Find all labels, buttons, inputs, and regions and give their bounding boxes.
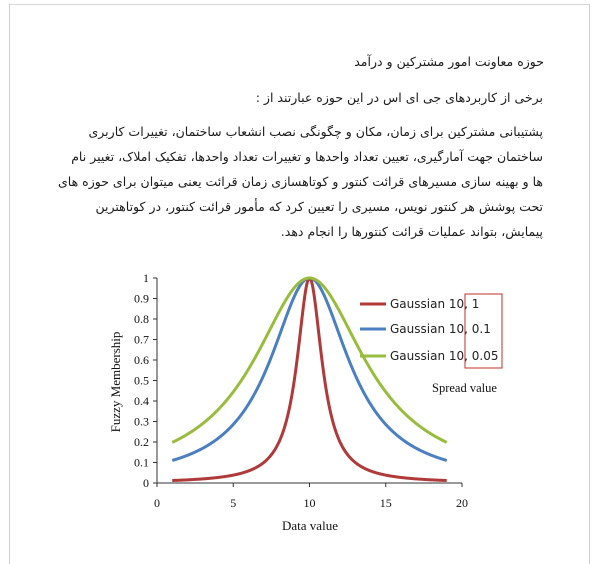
y-tick-label: 0.2 [134,435,149,449]
y-tick-label: 1 [143,271,149,285]
paragraph-line: تحت پوشش هر کنتور نویس، مسیری را تعیین کرد که مأمور قرائت کنتور، در کوتاهترین [95,199,543,214]
y-tick-label: 0.1 [134,455,149,470]
chart-legend [360,294,502,368]
y-tick-label: 0 [143,476,149,490]
y-tick-label: 0.3 [134,414,149,429]
x-tick-label: 15 [379,496,392,510]
y-tick-label: 0.6 [134,353,149,367]
x-tick-label: 10 [303,496,316,510]
paragraph-line: ها و بهینه سازی مسیرهای قرائت کنتور و کوتاهسازی زمان قرائت یعنی میتوان برای حوزه های [58,174,543,189]
x-axis-label: Data value [282,518,338,533]
x-tick-label: 0 [154,496,160,510]
y-tick-label: 0.5 [134,373,149,388]
section-heading: حوزه معاونت امور مشترکین و درآمد [354,54,544,69]
y-axis-label: Fuzzy Membership [108,331,123,433]
paragraph-line: پیمایش، بتواند عملیات قرائت کنتورها را انجام دهد. [280,224,543,239]
spread-value-annotation: Spread value [432,381,497,395]
legend-entry: Gaussian 10, 0.1 [390,322,491,336]
legend-entry: Gaussian 10, 1 [390,297,480,311]
paragraph-line: ساختمان جهت آمارگیری، تعیین تعداد واحدها و تغییرات تعداد واحدها، تفکیک املاک، تغییر نام [71,149,543,164]
legend-entry: Gaussian 10, 0.05 [390,349,499,363]
intro-sentence: برخی از کاربردهای جی ای اس در این حوزه عبارتند از : [255,90,543,105]
y-tick-label: 0.9 [134,291,149,306]
y-tick-label: 0.4 [134,394,149,408]
x-tick-label: 5 [230,496,237,510]
y-tick-label: 0.7 [134,332,149,347]
x-tick-label: 20 [456,496,468,510]
y-tick-label: 0.8 [134,312,149,326]
paragraph-line: پشتیبانی مشترکین برای زمان، مکان و چگونگی نصب انشعاب ساختمان، تغییرات کاربری [88,124,543,139]
